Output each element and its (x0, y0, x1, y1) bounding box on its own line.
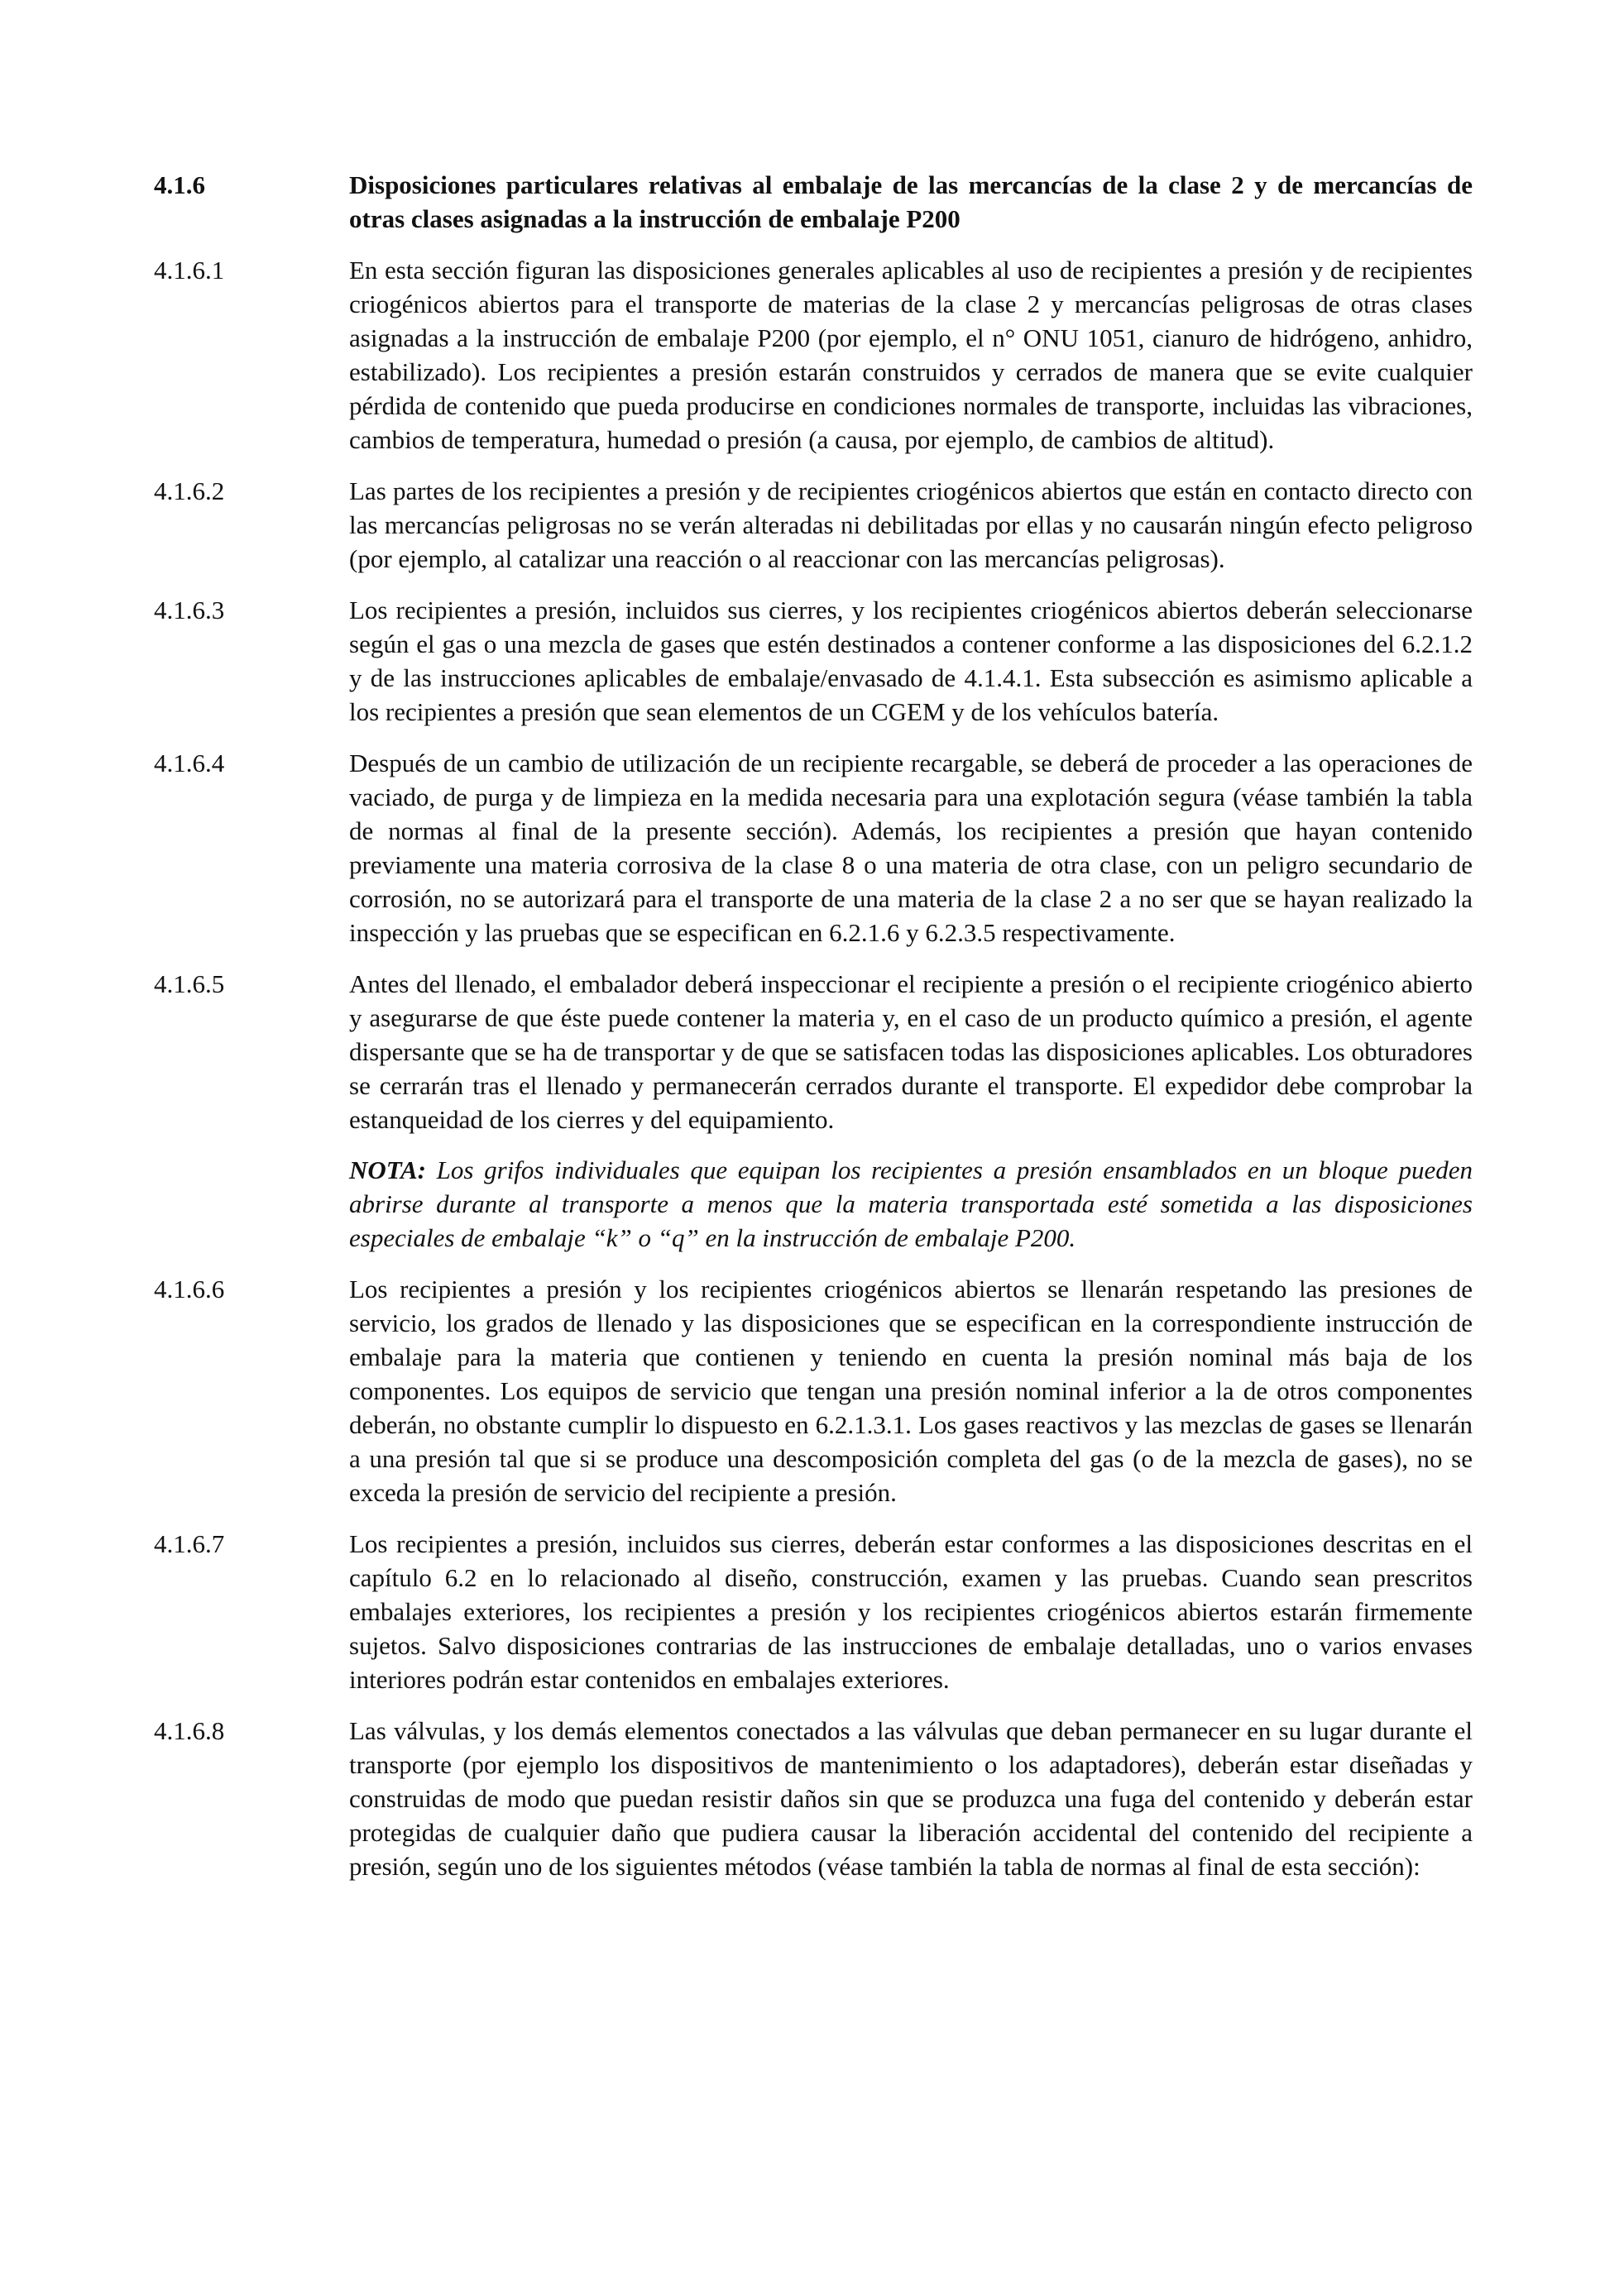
paragraph-body (349, 967, 1473, 1255)
note (349, 1153, 1473, 1255)
paragraph-4-1-6-6 (154, 1272, 1473, 1509)
paragraph-number: 4.1.6.2 (154, 476, 225, 505)
paragraph-4-1-6-3 (154, 593, 1473, 729)
paragraph-4-1-6-4 (154, 746, 1473, 949)
paragraph-4-1-6-1 (154, 253, 1473, 457)
paragraph-number: 4.1.6.3 (154, 596, 225, 624)
heading-title: Disposiciones particulares relativas al embalaje de las mercancías de la clase 2 y de mercancías de otras clases asignadas a la instrucción de embalaje P200 (349, 170, 1473, 233)
paragraph-text: Las partes de los recipientes a presión y de recipientes criogénicos abiertos que están en contacto directo con las mercancías peligrosas no se verán alteradas ni debilitadas por ellas y no causarán ningún efecto peligroso (por ejemplo, al catalizar una reacción o al reaccionar con las mercancías peligrosas). (349, 476, 1473, 573)
paragraph-text: Los recipientes a presión y los recipientes criogénicos abiertos se llenarán respetando las presiones de servicio, los grados de llenado y las disposiciones que se especifican en la correspondiente instrucción de embalaje para la materia que contienen y teniendo en cuenta la presión nominal más baja de los componentes. Los equipos de servicio que tengan una presión nominal inferior a la de otros componentes deberán, no obstante cumplir lo dispuesto en 6.2.1.3.1. Los gases reactivos y las mezclas de gases se llenarán a una presión tal que si se produce una descomposición completa del gas (o de la mezcla de gases), no se exceda la presión de servicio del recipiente a presión. (349, 1275, 1473, 1507)
note-label: NOTA: (349, 1155, 426, 1184)
section-heading (154, 168, 1473, 236)
paragraph-4-1-6-7 (154, 1527, 1473, 1696)
paragraph-text: Antes del llenado, el embalador deberá inspeccionar el recipiente a presión o el recipiente criogénico abierto y asegurarse de que éste puede contener la materia y, en el caso de un producto químico a presión, el agente dispersante que se ha de transportar y de que se satisfacen todas las disposiciones aplicables. Los obturadores se cerrarán tras el llenado y permanecerán cerrados durante el transporte. El expedidor debe comprobar la estanqueidad de los cierres y del equipamiento. (349, 969, 1473, 1134)
paragraph-number: 4.1.6.8 (154, 1716, 225, 1745)
paragraph-4-1-6-2 (154, 474, 1473, 576)
document-content (154, 168, 1473, 1901)
heading-number: 4.1.6 (154, 170, 205, 199)
paragraph-text: Los recipientes a presión, incluidos sus cierres, deberán estar conformes a las disposiciones descritas en el capítulo 6.2 en lo relacionado al diseño, construcción, examen y las pruebas. Cuando sean prescritos embalajes exteriores, los recipientes a presión y los recipientes criogénicos abiertos estarán firmemente sujetos. Salvo disposiciones contrarias de las instrucciones de embalaje detalladas, uno o varios envases interiores podrán estar contenidos en embalajes exteriores. (349, 1529, 1473, 1694)
paragraph-number: 4.1.6.4 (154, 749, 225, 777)
paragraph-number: 4.1.6.7 (154, 1529, 225, 1558)
note-text: Los grifos individuales que equipan los recipientes a presión ensamblados en un bloque pueden abrirse durante al transporte a menos que la materia transportada esté sometida a las disposiciones especiales de embalaje “k” o “q” en la instrucción de embalaje P200. (349, 1155, 1473, 1252)
paragraph-text: En esta sección figuran las disposiciones generales aplicables al uso de recipientes a presión y de recipientes criogénicos abiertos para el transporte de materias de la clase 2 y mercancías peligrosas de otras clases asignadas a la instrucción de embalaje P200 (por ejemplo, el n° ONU 1051, cianuro de hidrógeno, anhidro, estabilizado). Los recipientes a presión estarán construidos y cerrados de manera que se evite cualquier pérdida de contenido que pueda producirse en condiciones normales de transporte, incluidas las vibraciones, cambios de temperatura, humedad o presión (a causa, por ejemplo, de cambios de altitud). (349, 256, 1473, 454)
paragraph-number: 4.1.6.1 (154, 256, 225, 285)
paragraph-4-1-6-5 (154, 967, 1473, 1255)
paragraph-4-1-6-8 (154, 1714, 1473, 1883)
paragraph-number: 4.1.6.5 (154, 969, 225, 998)
paragraph-text: Después de un cambio de utilización de un recipiente recargable, se deberá de proceder a las operaciones de vaciado, de purga y de limpieza en la medida necesaria para una explotación segura (véase también la tabla de normas al final de la presente sección). Además, los recipientes a presión que hayan contenido previamente una materia corrosiva de la clase 8 o una materia de otra clase, con un peligro secundario de corrosión, no se autorizará para el transporte de una materia de la clase 2 a no ser que se hayan realizado la inspección y las pruebas que se especifican en 6.2.1.6 y 6.2.3.5 respectivamente. (349, 749, 1473, 947)
paragraph-number: 4.1.6.6 (154, 1275, 225, 1303)
paragraph-text: Las válvulas, y los demás elementos conectados a las válvulas que deban permanecer en su lugar durante el transporte (por ejemplo los dispositivos de mantenimiento o los adaptadores), deberán estar diseñadas y construidas de modo que puedan resistir daños sin que se produzca una fuga del contenido y deberán estar protegidas de cualquier daño que pudiera causar la liberación accidental del contenido del recipiente a presión, según uno de los siguientes métodos (véase también la tabla de normas al final de esta sección): (349, 1716, 1473, 1881)
paragraph-text: Los recipientes a presión, incluidos sus cierres, y los recipientes criogénicos abiertos deberán seleccionarse según el gas o una mezcla de gases que estén destinados a contener conforme a las disposiciones del 6.2.1.2 y de las instrucciones aplicables de embalaje/envasado de 4.1.4.1. Esta subsección es asimismo aplicable a los recipientes a presión que sean elementos de un CGEM y de los vehículos batería. (349, 596, 1473, 726)
